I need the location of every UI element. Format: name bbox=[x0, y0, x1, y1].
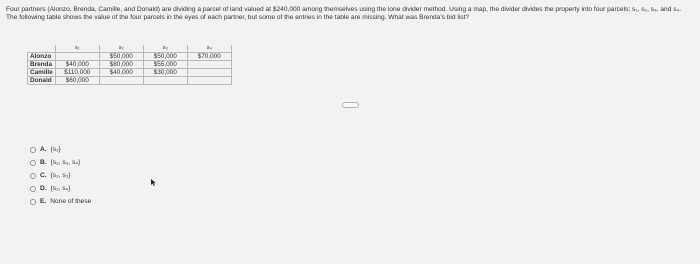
progress-pill-icon bbox=[342, 102, 359, 108]
parcel-values-table bbox=[27, 45, 232, 85]
option-e[interactable] bbox=[30, 195, 91, 208]
table-cell bbox=[143, 77, 187, 85]
option-text: {s₂, s₃} bbox=[50, 172, 71, 179]
row-label-alonzo: Alonzo bbox=[28, 53, 56, 61]
option-d[interactable] bbox=[30, 182, 91, 195]
table-cell: $80,000 bbox=[99, 61, 143, 69]
table-cell: $30,000 bbox=[143, 69, 187, 77]
table-cell: $50,000 bbox=[143, 53, 187, 61]
table-row bbox=[28, 61, 232, 69]
table-cell bbox=[99, 77, 143, 85]
option-letter: B. bbox=[40, 159, 47, 166]
table-cell bbox=[55, 53, 99, 61]
table-cell: $55,000 bbox=[143, 61, 187, 69]
option-c[interactable] bbox=[30, 169, 91, 182]
radio-button-icon[interactable] bbox=[30, 160, 36, 166]
column-header-s4: s₄ bbox=[187, 45, 231, 53]
question-text: Four partners (Alonzo, Brenda, Camille, and Donald) are dividing a parcel of land valued at $240,000 among themselves using the lone divider method. Using a map, the divider divides the property into four parcels; s₁, s₂, s₃, and s₄. The following table shows the value of the four parcels in the eyes of each partner, but some of the entries in the table are missing. What was Brenda's bid list? bbox=[6, 6, 682, 22]
option-letter: C. bbox=[40, 172, 47, 179]
table-cell bbox=[187, 77, 231, 85]
row-label-camille: Camille bbox=[28, 69, 56, 77]
option-letter: D. bbox=[40, 185, 47, 192]
radio-button-icon[interactable] bbox=[30, 199, 36, 205]
row-label-donald: Donald bbox=[28, 77, 56, 85]
table-cell: $40,000 bbox=[55, 61, 99, 69]
option-a[interactable] bbox=[30, 143, 91, 156]
option-letter: A. bbox=[40, 146, 47, 153]
table-cell: $40,000 bbox=[99, 69, 143, 77]
table-row bbox=[28, 53, 232, 61]
option-b[interactable] bbox=[30, 156, 91, 169]
column-header-s3: s₃ bbox=[143, 45, 187, 53]
option-text: {s₂, s₃, s₄} bbox=[50, 159, 81, 166]
table-cell bbox=[187, 69, 231, 77]
column-header-s1: s₁ bbox=[55, 45, 99, 53]
radio-button-icon[interactable] bbox=[30, 147, 36, 153]
table-row bbox=[28, 69, 232, 77]
table-cell: $110,000 bbox=[55, 69, 99, 77]
option-text: {s₂} bbox=[50, 146, 61, 153]
column-header-s2: s₂ bbox=[99, 45, 143, 53]
option-letter: E. bbox=[40, 198, 47, 205]
answer-options bbox=[30, 143, 91, 208]
table-cell: $60,000 bbox=[55, 77, 99, 85]
table-cell bbox=[187, 61, 231, 69]
radio-button-icon[interactable] bbox=[30, 173, 36, 179]
mouse-cursor-icon bbox=[151, 179, 157, 186]
radio-button-icon[interactable] bbox=[30, 186, 36, 192]
table-cell: $70,000 bbox=[187, 53, 231, 61]
table-row bbox=[28, 77, 232, 85]
row-label-brenda: Brenda bbox=[28, 61, 56, 69]
table-cell: $50,000 bbox=[99, 53, 143, 61]
option-text: None of these bbox=[50, 198, 92, 205]
option-text: {s₂, s₄} bbox=[50, 185, 71, 192]
table-corner bbox=[28, 45, 56, 53]
table-header-row bbox=[28, 45, 232, 53]
